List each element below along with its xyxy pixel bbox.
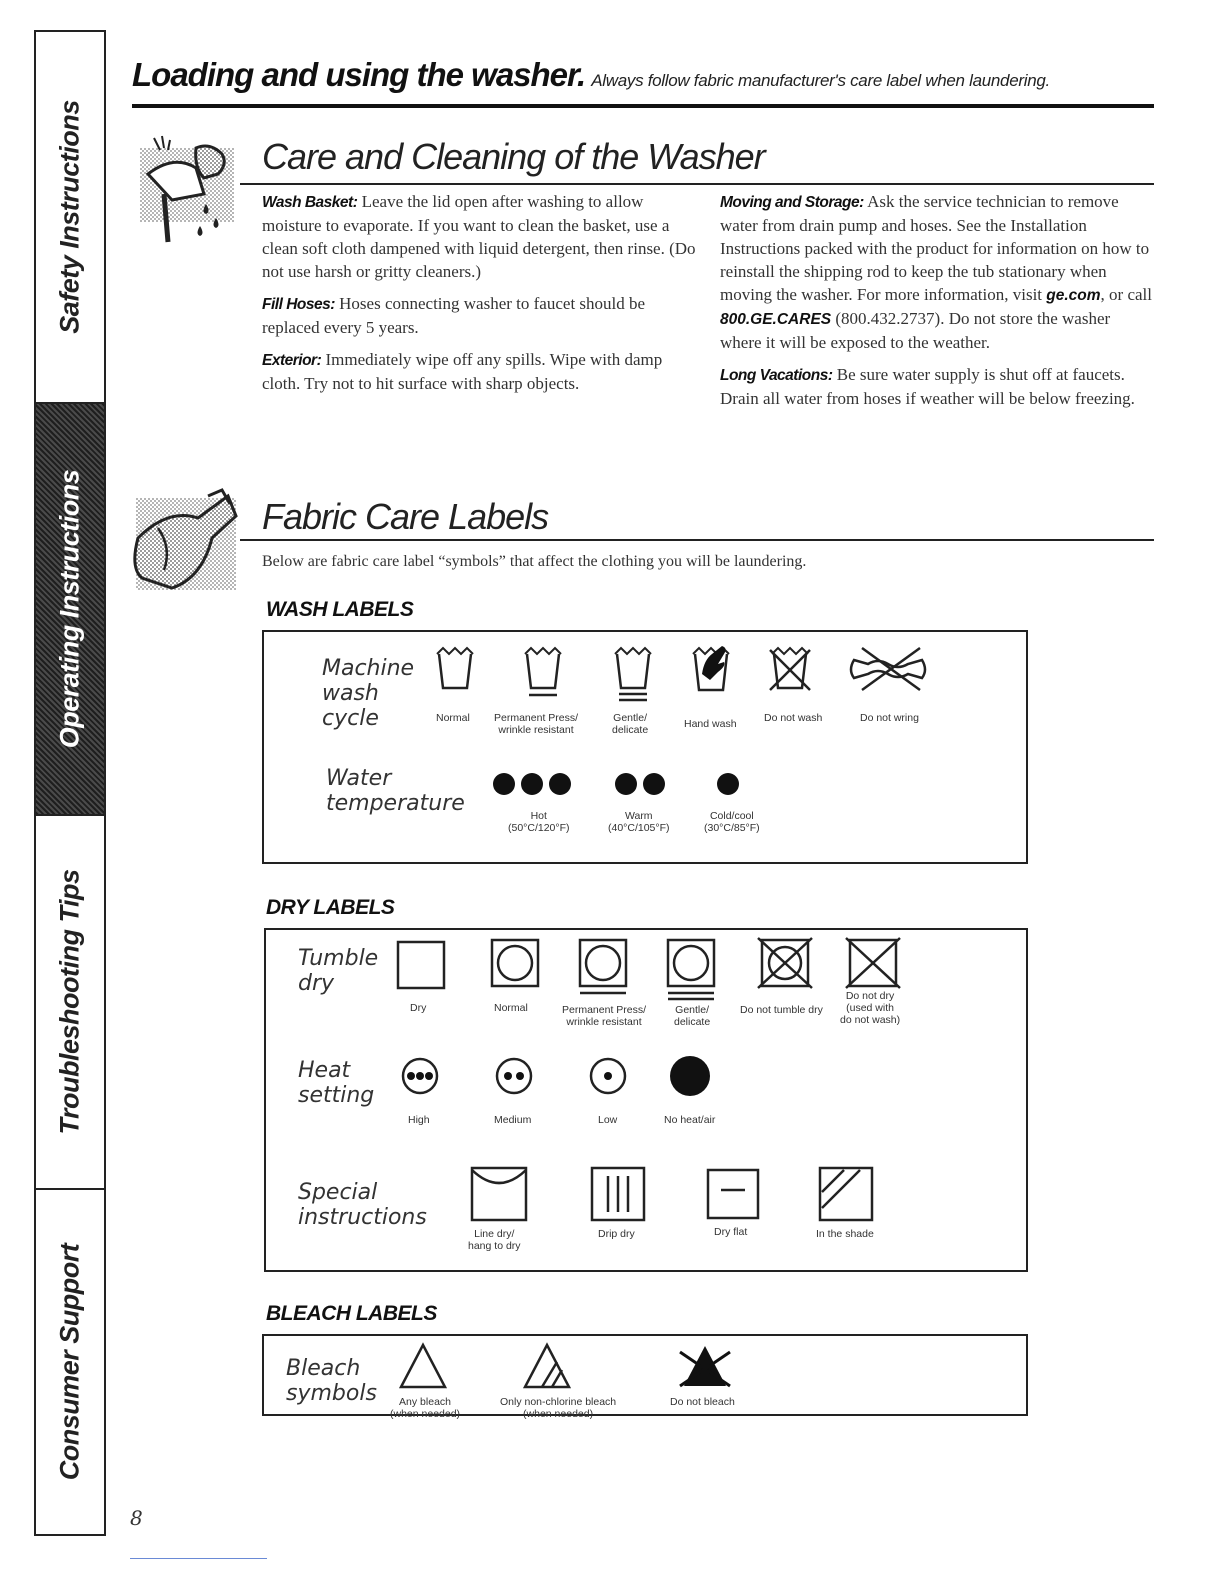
special-caption-dry-flat: Dry flat xyxy=(714,1226,748,1238)
exterior-paragraph xyxy=(262,348,702,395)
tab-label: Consumer Support xyxy=(54,1243,85,1481)
heat-no-heat-icon xyxy=(668,1054,712,1098)
ge-website-link[interactable]: ge.com xyxy=(1046,287,1101,304)
wash-caption-gentle: Gentle/ delicate xyxy=(612,712,649,736)
temp-caption-hot: Hot (50°C/120°F) xyxy=(508,810,570,834)
tumble-caption-normal: Normal xyxy=(494,1002,528,1014)
wash-labels-heading: WASH LABELS xyxy=(266,598,414,621)
water-cold-icon xyxy=(716,770,740,798)
dry-labels-heading: DRY LABELS xyxy=(266,896,395,919)
heat-low-icon xyxy=(588,1056,628,1096)
wash-gentle-icon xyxy=(612,646,654,708)
non-chlorine-bleach-icon xyxy=(522,1342,572,1390)
fill-hoses-text: Hoses connecting washer to faucet should be replaced every 5 years. xyxy=(262,294,646,337)
any-bleach-icon xyxy=(398,1342,448,1390)
special-caption-line-dry: Line dry/ hang to dry xyxy=(468,1228,521,1252)
hand-wash-icon xyxy=(688,644,736,694)
bleach-labels-heading: BLEACH LABELS xyxy=(266,1302,437,1325)
care-right-column xyxy=(720,190,1154,419)
tumble-caption-do-not-tumble-dry: Do not tumble dry xyxy=(740,1004,823,1016)
exterior-lead: Exterior: xyxy=(262,352,322,369)
fabric-section-title: Fabric Care Labels xyxy=(262,496,549,537)
long-vacations-paragraph xyxy=(720,363,1154,410)
tumble-caption-dry: Dry xyxy=(410,1002,427,1014)
water-temperature-label: Water temperature xyxy=(326,766,465,816)
special-caption-in-the-shade: In the shade xyxy=(816,1228,874,1240)
line-dry-icon xyxy=(470,1166,528,1222)
temp-caption-cold: Cold/cool (30°C/85°F) xyxy=(704,810,760,834)
page-title: Loading and using the washer. xyxy=(132,56,586,93)
heat-caption-high: High xyxy=(408,1114,430,1126)
care-section-rule xyxy=(240,183,1154,185)
tab-label: Safety Instructions xyxy=(54,100,85,334)
care-section-title: Care and Cleaning of the Washer xyxy=(262,136,765,177)
heat-medium-icon xyxy=(494,1056,534,1096)
footer-rule xyxy=(130,1558,267,1559)
moving-call-text: , or call xyxy=(1100,285,1152,304)
do-not-dry-icon xyxy=(844,936,902,990)
tumble-caption-do-not-dry: Do not dry (used with do not wash) xyxy=(840,990,901,1026)
water-hot-icon xyxy=(492,770,572,798)
bleach-caption-any: Any bleach (when needed) xyxy=(390,1396,461,1420)
tumble-normal-icon xyxy=(490,938,540,988)
tab-label: Troubleshooting Tips xyxy=(54,869,85,1135)
heat-caption-low: Low xyxy=(598,1114,618,1126)
tumble-permanent-press-icon xyxy=(578,938,628,998)
long-vacations-text: Be sure water supply is shut off at faucets. Drain all water from hoses if weather will be below freezing. xyxy=(720,365,1135,408)
moving-storage-text: Ask the service technician to remove water from drain pump and hoses. See the Installation Instructions packed with the product for information on how to reinstall the shipping rod to keep the tub stationary when moving the washer. For more information, visit xyxy=(720,192,1150,304)
wash-basket-text: Leave the lid open after washing to allow moisture to evaporate. If you want to clean the basket, use a clean soft cloth dampened with liquid detergent, then rinse. (Do not use harsh or gritty cleaners.) xyxy=(262,192,696,281)
bleach-symbols-label: Bleach symbols xyxy=(286,1356,377,1406)
do-not-wash-icon xyxy=(766,646,814,692)
wash-normal-icon xyxy=(434,646,476,692)
exterior-text: Immediately wipe off any spills. Wipe with damp cloth. Try not to hit surface with sharp objects. xyxy=(262,350,663,393)
heat-high-icon xyxy=(400,1056,440,1096)
temp-caption-warm: Warm (40°C/105°F) xyxy=(608,810,670,834)
tumble-dry-icon xyxy=(396,940,446,990)
moving-storage-lead: Moving and Storage: xyxy=(720,194,864,211)
wash-caption-normal: Normal xyxy=(436,712,470,724)
water-warm-icon xyxy=(614,770,666,798)
moving-storage-paragraph xyxy=(720,190,1154,354)
long-vacations-lead: Long Vacations: xyxy=(720,367,833,384)
wash-basket-lead: Wash Basket: xyxy=(262,194,358,211)
page-subtitle: Always follow fabric manufacturer's care label when laundering. xyxy=(591,71,1050,90)
machine-wash-cycle-label: Machine wash cycle xyxy=(322,656,415,731)
ge-phone-number: 800.GE.CARES xyxy=(720,311,832,328)
side-tabs xyxy=(34,30,106,1536)
special-caption-drip-dry: Drip dry xyxy=(598,1228,635,1240)
wash-caption-do-not-wash: Do not wash xyxy=(764,712,823,724)
wash-caption-permanent-press: Permanent Press/ wrinkle resistant xyxy=(494,712,579,736)
tab-troubleshooting-tips[interactable] xyxy=(36,816,104,1190)
tab-consumer-support[interactable] xyxy=(36,1190,104,1534)
special-instructions-label: Special instructions xyxy=(298,1180,427,1230)
heat-caption-no-heat: No heat/air xyxy=(664,1114,716,1126)
moving-storage-text-end: (800.432.2737). Do not store the washer where it will be exposed to the weather. xyxy=(720,309,1111,352)
tumble-caption-permanent-press: Permanent Press/ wrinkle resistant xyxy=(562,1004,647,1028)
heat-caption-medium: Medium xyxy=(494,1114,532,1126)
in-the-shade-icon xyxy=(818,1166,874,1222)
fill-hoses-lead: Fill Hoses: xyxy=(262,296,335,313)
wash-caption-do-not-wring: Do not wring xyxy=(860,712,919,724)
page-number: 8 xyxy=(130,1506,143,1530)
heat-setting-label: Heat setting xyxy=(298,1058,375,1108)
washer-cleaning-icon xyxy=(134,134,240,246)
wash-basket-paragraph xyxy=(262,190,702,283)
fabric-intro-text: Below are fabric care label “symbols” that affect the clothing you will be laundering. xyxy=(262,553,807,570)
do-not-tumble-dry-icon xyxy=(756,936,814,990)
page-header xyxy=(132,56,1154,108)
tab-label: Operating Instructions xyxy=(54,469,85,749)
do-not-wring-icon xyxy=(844,644,932,694)
wash-permanent-press-icon xyxy=(522,646,564,702)
fabric-section-rule xyxy=(240,539,1154,541)
fill-hoses-paragraph xyxy=(262,292,702,339)
tab-operating-instructions[interactable] xyxy=(36,404,104,816)
tumble-caption-gentle: Gentle/ delicate xyxy=(674,1004,711,1028)
tab-safety-instructions[interactable] xyxy=(36,32,104,404)
dry-flat-icon xyxy=(706,1168,760,1220)
tumble-dry-label: Tumble dry xyxy=(298,946,379,996)
fabric-clothing-icon xyxy=(118,488,240,594)
do-not-bleach-icon xyxy=(676,1342,734,1392)
bleach-caption-non-chlorine: Only non-chlorine bleach (when needed) xyxy=(500,1396,617,1420)
care-left-column xyxy=(262,190,702,404)
bleach-caption-do-not-bleach: Do not bleach xyxy=(670,1396,735,1408)
drip-dry-icon xyxy=(590,1166,646,1222)
wash-caption-hand-wash: Hand wash xyxy=(684,718,737,730)
tumble-gentle-icon xyxy=(666,938,716,1004)
